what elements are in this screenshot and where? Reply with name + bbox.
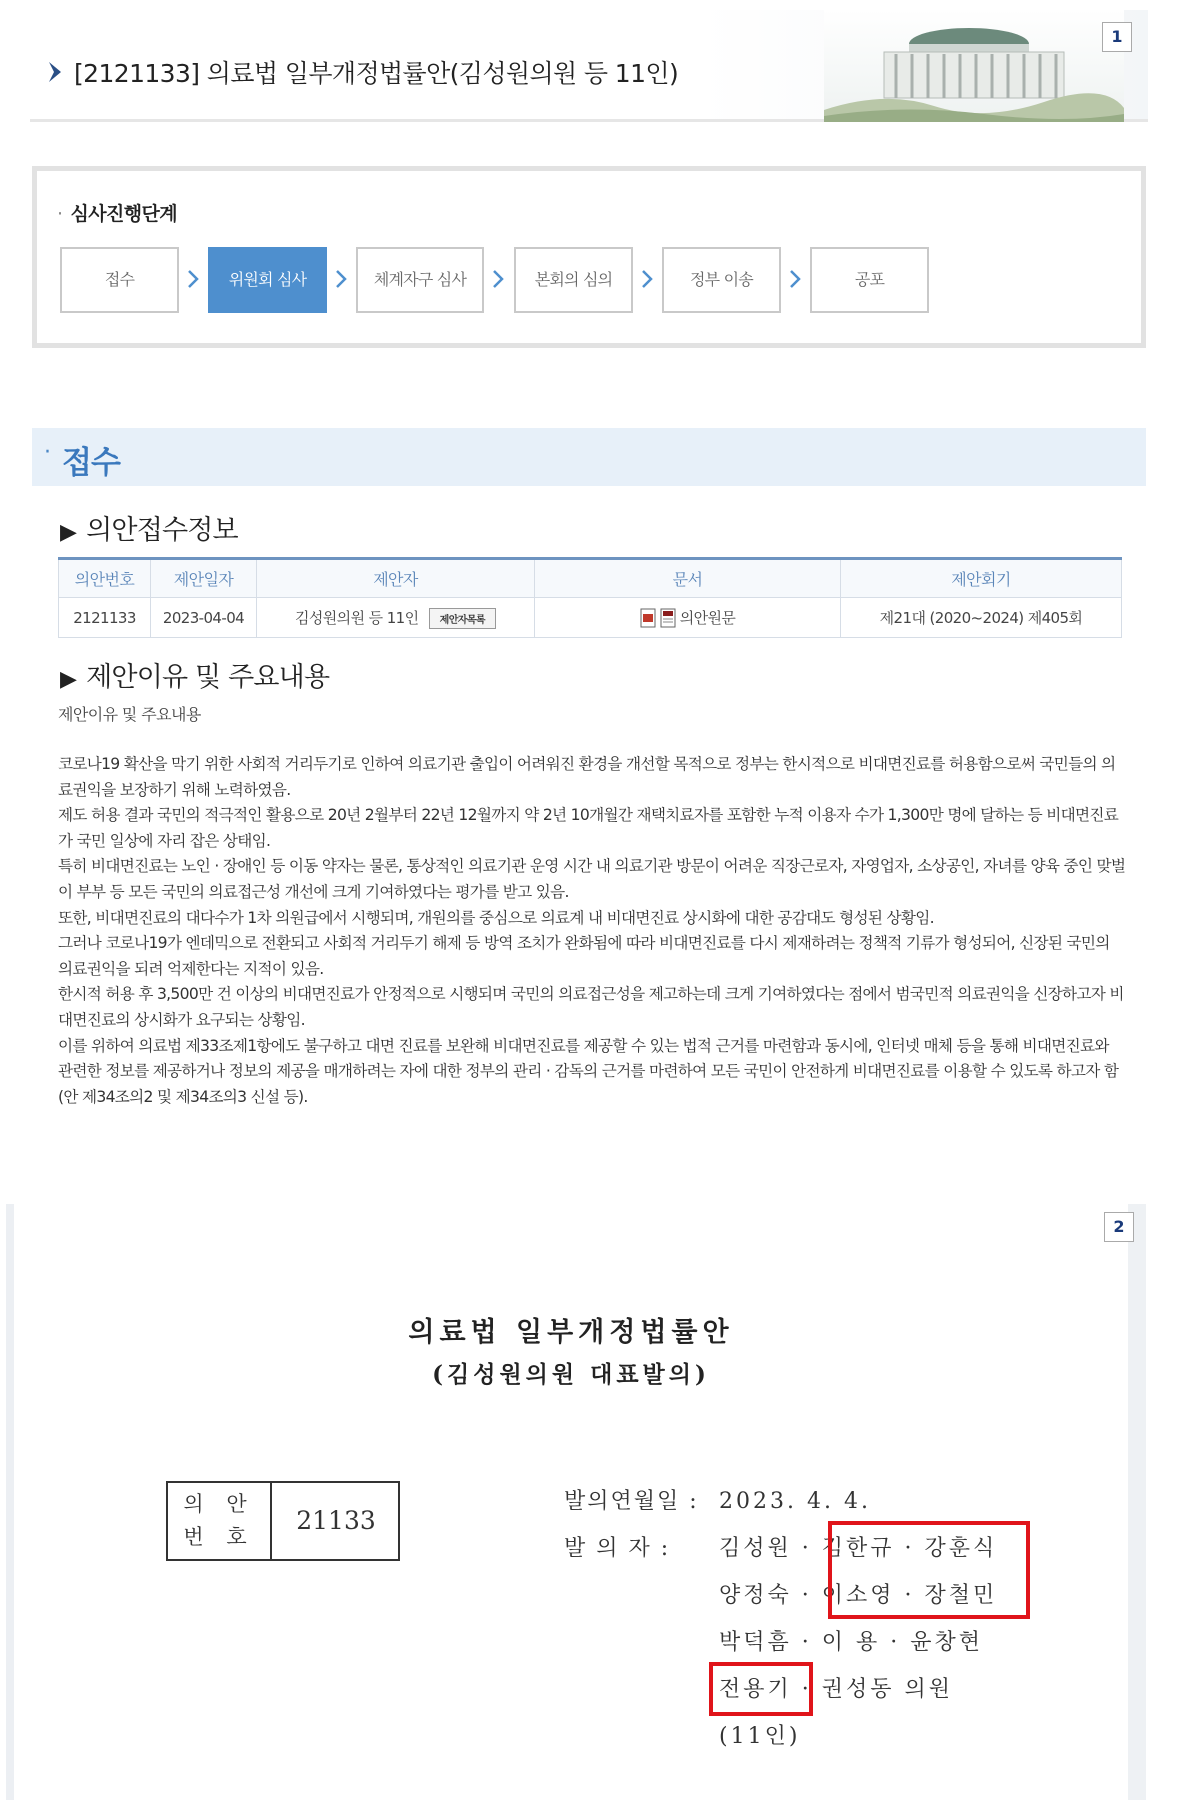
- reason-paragraph: 또한, 비대면진료의 대다수가 1차 의원급에서 시행되며, 개원의를 중심으로 의료계 내 비대면진료 상시화에 대한 공감대도 형성된 상황임.: [58, 908, 934, 927]
- stage-promulgation[interactable]: 공포: [810, 247, 929, 313]
- bill-title-bar: [30, 10, 1148, 122]
- proposer-list-button[interactable]: 제안자목록: [429, 608, 496, 629]
- hwp-file-icon[interactable]: [640, 608, 658, 628]
- reason-paragraph: 특히 비대면진료는 노인 · 장애인 등 이동 약자는 물론, 통상적인 의료기관 운영 시간 내 의료기관 방문이 어려운 직장근로자, 자영업자, 소상공인, 자녀를 양육 중인 맞벌이 부부 등 모든 국민의 의료접근성 개선에 크게 기여하였다는 평가를 받고 있음.: [58, 857, 1126, 901]
- proposer-names: 전용기 · 권성동 의원: [719, 1677, 953, 1702]
- col-bill-no: 의안번호: [59, 559, 151, 598]
- proposer-count: (11인): [719, 1724, 801, 1749]
- proposer-line-3: [719, 1625, 983, 1656]
- col-date: 제안일자: [151, 559, 257, 598]
- document-title: 의료법 일부개정법률안: [408, 1317, 734, 1348]
- highlight-box: [709, 1662, 813, 1716]
- bill-number-box: [166, 1481, 400, 1561]
- stage-government-transfer[interactable]: 정부 이송: [662, 247, 781, 313]
- chevron-right-icon: [787, 267, 803, 291]
- review-progress-box: [32, 166, 1146, 348]
- stage-received[interactable]: 접수: [60, 247, 179, 313]
- col-proposer: 제안자: [257, 559, 535, 598]
- document-link[interactable]: 의안원문: [679, 608, 736, 627]
- proposer-label: 발 의 자 :: [564, 1536, 671, 1561]
- proposal-date-value: 2023. 4. 4.: [719, 1489, 871, 1514]
- reception-info-heading: ▶ 의안접수정보: [60, 515, 238, 546]
- reason-heading: ▶ 제안이유 및 주요내용: [60, 662, 330, 693]
- chevron-right-icon: [639, 267, 655, 291]
- proposer-text: 김성원의원 등 11인: [295, 608, 419, 627]
- image-badge-2: 2: [1104, 1212, 1134, 1242]
- reason-caption: 제안이유 및 주요내용: [58, 705, 201, 724]
- proposal-date-line: [564, 1484, 871, 1515]
- chevron-right-icon: [46, 60, 64, 84]
- bill-number-label: 의 안 번 호: [168, 1483, 272, 1559]
- national-assembly-building-icon: [824, 10, 1124, 122]
- reason-paragraph: 코로나19 확산을 막기 위한 사회적 거리두기로 인하여 의료기관 출입이 어려워진 환경을 개선할 목적으로 정부는 한시적으로 비대면진료를 허용함으로써 국민들의 의료권익을 보장하기 위해 노력하였음.: [58, 755, 1116, 799]
- chevron-right-icon: [490, 267, 506, 291]
- section-title: 접수: [62, 445, 120, 481]
- proposer-names: 김성원 · 김한규 · 강훈식: [719, 1536, 998, 1561]
- reason-paragraph: 제도 허용 결과 국민의 적극적인 활용으로 20년 2월부터 22년 12월까지 약 2년 10개월간 재택치료자를 포함한 누적 이용자 수가 1,300만 명에 달하는 등 비대면진료가 국민 일상에 자리 잡은 상태임.: [58, 806, 1119, 850]
- document-cell: [535, 598, 841, 638]
- table-header-row: [59, 559, 1122, 598]
- pdf-file-icon[interactable]: [660, 608, 678, 628]
- proposer-names: 양정숙 · 이소영 · 장철민: [719, 1583, 998, 1608]
- bill-document-panel: [6, 1204, 1146, 1800]
- section-bar-received: · 접수: [32, 428, 1146, 486]
- image-badge-1: 1: [1102, 22, 1132, 52]
- reason-paragraph: 그러나 코로나19가 엔데믹으로 전환되고 사회적 거리두기 해제 등 방역 조치가 완화됨에 따라 비대면진료를 다시 제재하려는 정책적 기류가 형성되어, 신장된 국민의 의료권익을 되려 억제한다는 지적이 있음.: [58, 934, 1110, 978]
- bill-title: [2121133] 의료법 일부개정법률안(김성원의원 등 11인): [74, 59, 679, 88]
- proposer-names: 박덕흠 · 이 용 · 윤창현: [719, 1630, 983, 1655]
- highlight-box: [828, 1521, 1030, 1619]
- chevron-right-icon: [333, 267, 349, 291]
- stage-legal-review[interactable]: 체계자구 심사: [356, 247, 484, 313]
- col-session: 제안회기: [841, 559, 1122, 598]
- stage-plenary[interactable]: 본회의 심의: [514, 247, 633, 313]
- date-cell: 2023-04-04: [151, 598, 257, 638]
- table-row: [59, 598, 1122, 638]
- col-document: 문서: [535, 559, 841, 598]
- proposer-cell: [257, 598, 535, 638]
- bill-no-cell: 2121133: [59, 598, 151, 638]
- reception-info-table: [58, 557, 1122, 638]
- bill-number-value: 21133: [296, 1506, 376, 1535]
- proposal-date-label: 발의연월일 :: [564, 1489, 699, 1514]
- session-cell: 제21대 (2020~2024) 제405회: [841, 598, 1122, 638]
- review-progress-heading: · 심사진행단계: [57, 203, 177, 225]
- stage-committee-review[interactable]: 위원회 심사: [208, 247, 327, 313]
- reason-paragraph: 이를 위하여 의료법 제33조제1항에도 불구하고 대면 진료를 보완해 비대면진료를 제공할 수 있는 법적 근거를 마련함과 동시에, 인터넷 매체 등을 통해 비대면진료와 관련한 정보를 제공하거나 정보의 제공을 매개하려는 자에 대한 정부의 관리 · 감독의 근거를 마련하여 모든 국민이 안전하게 비대면진료를 이용할 수 있도록 하고자 함(안 제34조의2 및 제34조의3 신설 등).: [58, 1036, 1119, 1106]
- reason-paragraph: 한시적 허용 후 3,500만 건 이상의 비대면진료가 안정적으로 시행되며 국민의 의료접근성을 제고하는데 크게 기여하였다는 점에서 범국민적 의료권익을 신장하고자 비대면진료의 상시화가 요구되는 상황임.: [58, 985, 1124, 1029]
- reason-body: [58, 752, 1126, 1110]
- chevron-right-icon: [185, 267, 201, 291]
- document-subtitle: (김성원의원 대표발의): [432, 1361, 710, 1388]
